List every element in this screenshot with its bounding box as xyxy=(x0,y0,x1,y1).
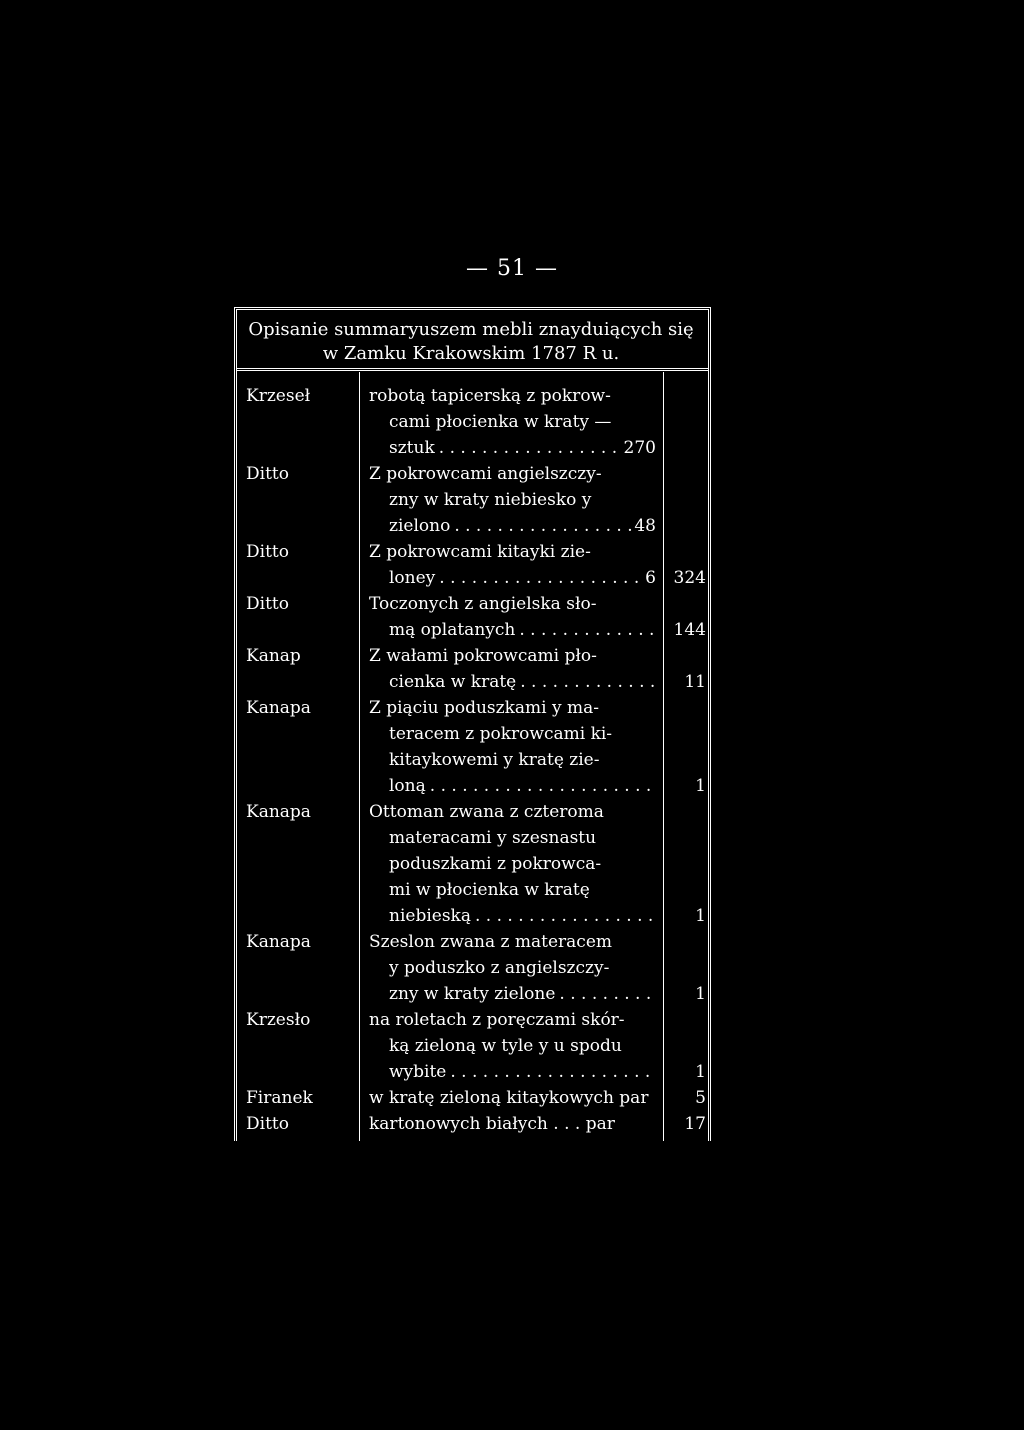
item-desc-last-line xyxy=(389,1059,656,1085)
item-desc-line: Z piąciu poduszkami y ma- xyxy=(369,698,600,718)
item-desc-text: niebieską xyxy=(389,906,471,926)
item-desc-text: cienka w kratę xyxy=(389,672,517,692)
item-total: 5 xyxy=(695,1088,706,1108)
dot-leader xyxy=(516,669,654,695)
item-desc-text: zny w kraty zielone xyxy=(389,984,556,1004)
item-subtotal xyxy=(654,981,656,1007)
item-desc-last-line xyxy=(389,513,656,539)
heading-divider xyxy=(237,368,708,371)
item-desc-last-line xyxy=(389,565,656,591)
item-desc-text: loną xyxy=(389,776,426,796)
item-desc-line: Z wałami pokrowcami pło- xyxy=(369,646,597,666)
item-total: 1 xyxy=(695,984,706,1004)
item-subtotal xyxy=(654,903,656,929)
item-subtotal: 6 xyxy=(645,568,656,588)
item-desc-line: ką zieloną w tyle y u spodu xyxy=(389,1036,622,1056)
item-desc-text: loney xyxy=(389,568,436,588)
dot-leader xyxy=(435,435,622,461)
item-desc-line: Z pokrowcami kitayki zie- xyxy=(369,542,591,562)
item-desc-text: zielono xyxy=(389,516,451,536)
item-desc-line: zny w kraty niebiesko y xyxy=(389,490,592,510)
item-desc-text: mą oplatanych xyxy=(389,620,516,640)
item-subtotal xyxy=(654,617,656,643)
item-desc-line: mi w płocienka w kratę xyxy=(389,880,590,900)
item-desc-line: Toczonych z angielska sło- xyxy=(369,594,597,614)
column-divider-right xyxy=(663,372,664,1141)
dot-leader xyxy=(446,1059,654,1085)
dot-leader xyxy=(515,617,654,643)
item-label: Firanek xyxy=(246,1088,313,1108)
item-desc-line: Ottoman zwana z czteroma xyxy=(369,802,604,822)
item-desc-last-line xyxy=(389,617,656,643)
item-subtotal xyxy=(654,669,656,695)
item-subtotal: 270 xyxy=(623,438,656,458)
item-total: 1 xyxy=(695,906,706,926)
item-desc-last-line xyxy=(389,669,656,695)
item-total: 11 xyxy=(684,672,706,692)
dot-leader xyxy=(555,981,654,1007)
table-heading xyxy=(240,318,702,366)
item-desc-line: cami płocienka w kraty — xyxy=(389,412,612,432)
item-total: 1 xyxy=(695,776,706,796)
item-label: Kanapa xyxy=(246,698,311,718)
item-label: Kanapa xyxy=(246,932,311,952)
column-divider-left xyxy=(359,372,360,1141)
dot-leader xyxy=(450,513,632,539)
item-desc-line: Z pokrowcami angielszczy- xyxy=(369,464,602,484)
dot-leader xyxy=(435,565,643,591)
item-label: Ditto xyxy=(246,542,289,562)
item-desc-line: kitaykowemi y kratę zie- xyxy=(389,750,600,770)
item-label: Krzesło xyxy=(246,1010,311,1030)
item-desc-text: wybite xyxy=(389,1062,447,1082)
item-desc-line: robotą tapicerską z pokrow- xyxy=(369,386,611,406)
item-desc-text: sztuk xyxy=(389,438,435,458)
item-label: Kanap xyxy=(246,646,301,666)
item-label: Ditto xyxy=(246,1114,289,1134)
item-total: 17 xyxy=(684,1114,706,1134)
dot-leader xyxy=(471,903,654,929)
item-desc-line: Szeslon zwana z materacem xyxy=(369,932,613,952)
item-desc-line: materacami y szesnastu xyxy=(389,828,597,848)
item-subtotal xyxy=(654,1059,656,1085)
item-label: Kanapa xyxy=(246,802,311,822)
page-number: — 51 — xyxy=(466,256,558,281)
item-desc-line: y poduszko z angielszczy- xyxy=(389,958,610,978)
item-label: Krzeseł xyxy=(246,386,311,406)
item-label: Ditto xyxy=(246,594,289,614)
item-total: 1 xyxy=(695,1062,706,1082)
heading-line-2: w Zamku Krakowskim 1787 R u. xyxy=(322,343,620,364)
item-desc-last-line xyxy=(389,903,656,929)
item-subtotal: 48 xyxy=(634,516,656,536)
item-desc-line: teracem z pokrowcami ki- xyxy=(389,724,613,744)
item-desc-last-line xyxy=(389,435,656,461)
item-desc-last-line xyxy=(389,773,656,799)
item-label: Ditto xyxy=(246,464,289,484)
dot-leader xyxy=(426,773,654,799)
item-desc-line: poduszkami z pokrowca- xyxy=(389,854,602,874)
item-subtotal xyxy=(654,773,656,799)
item-total: 144 xyxy=(673,620,706,640)
item-desc-last-line xyxy=(389,981,656,1007)
heading-line-1: Opisanie summaryuszem mebli znayduiących się xyxy=(248,319,694,340)
item-desc-line: w kratę zieloną kitaykowych par xyxy=(369,1088,649,1108)
item-desc-line: kartonowych białych . . . par xyxy=(369,1114,615,1134)
item-total: 324 xyxy=(673,568,706,588)
item-desc-line: na roletach z poręczami skór- xyxy=(369,1010,625,1030)
